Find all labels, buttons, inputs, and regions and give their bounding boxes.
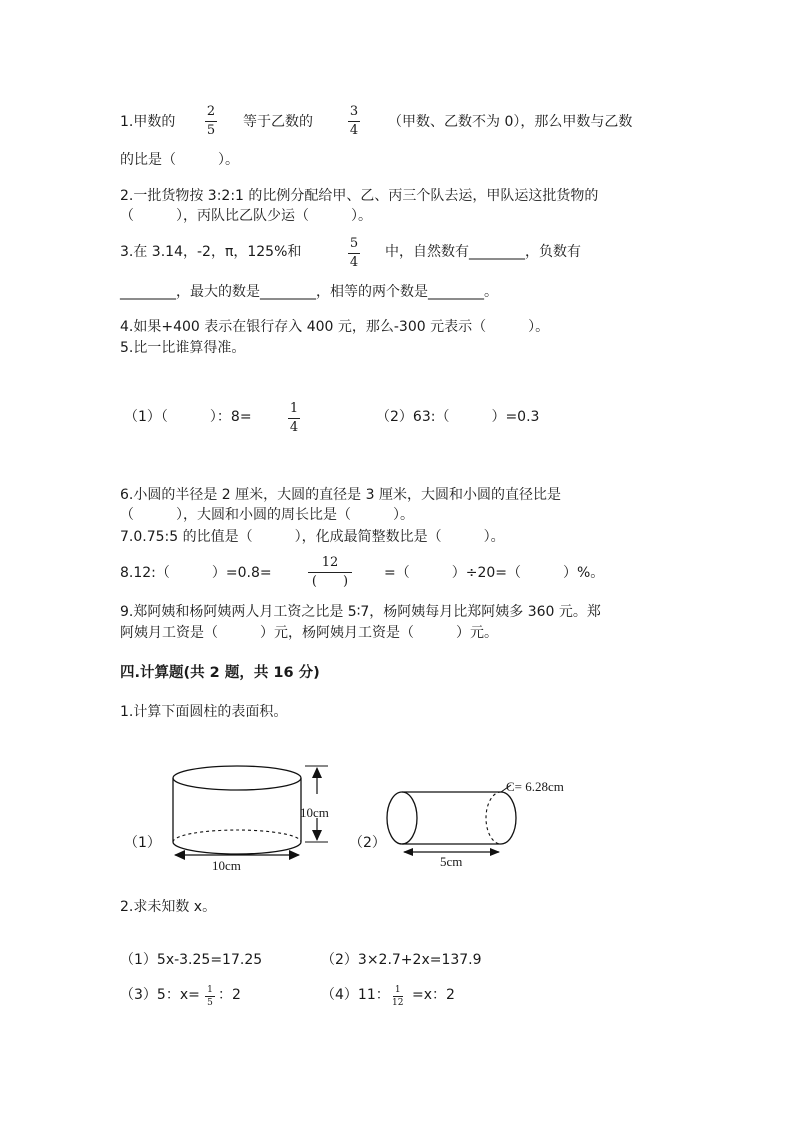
q8-prefix: 8.12:（ ）=0.8= — [120, 565, 272, 581]
q5-title: 5.比一比谁算得准。 — [120, 340, 246, 356]
figure-1-height-label: 10cm — [300, 805, 329, 820]
figure-1-diameter-label: 10cm — [212, 858, 241, 873]
calc-1-title: 1.计算下面圆柱的表面积。 — [120, 704, 288, 720]
q1-suffix: （甲数、乙数不为 0），那么甲数与乙数 — [388, 114, 633, 130]
q3-fraction-denominator: 4 — [349, 255, 359, 270]
equation-4-fraction — [392, 985, 403, 1008]
q1-prefix: 1.甲数的 — [120, 114, 176, 130]
q1-fraction-1-denominator: 5 — [206, 123, 216, 138]
q7-text: 7.0.75:5 的比值是（ ），化成最简整数比是（ ）。 — [120, 529, 505, 545]
q3-fraction-numerator: 5 — [349, 236, 359, 251]
figure-2-length-label: 5cm — [440, 854, 463, 869]
q5-fraction-denominator: 4 — [289, 420, 299, 435]
q2-line-1: 2.一批货物按 3:2:1 的比例分配给甲、乙、丙三个队去运，甲队运这批货物的 — [120, 188, 599, 204]
q3-suffix: 中，自然数有________，负数有 — [385, 244, 581, 260]
figure-2-label: （2） — [349, 835, 386, 851]
equation-3-fraction-numerator: 1 — [207, 985, 213, 995]
q3-line-2: ________，最大的数是________，相等的两个数是________。 — [120, 284, 498, 300]
figure-1-label: （1） — [124, 835, 161, 851]
figure-2-circumference-label: C= 6.28cm — [506, 779, 564, 794]
q8-fraction-numerator: 12 — [321, 555, 339, 570]
q8-fraction-denominator: ( ) — [311, 574, 349, 589]
equation-1: （1）5x-3.25=17.25 — [120, 952, 263, 968]
q2-line-2: （ ），丙队比乙队少运（ ）。 — [120, 208, 372, 224]
equation-4-fraction-denominator: 12 — [392, 998, 404, 1008]
equation-4-suffix: =x：2 — [412, 987, 455, 1003]
equation-3-prefix: （3）5：x= — [120, 987, 200, 1003]
q9-line-1: 9.郑阿姨和杨阿姨两人月工资之比是 5∶7，杨阿姨每月比郑阿姨多 360 元。郑 — [120, 604, 601, 620]
q5-fraction-numerator: 1 — [289, 401, 299, 416]
equation-2: （2）3×2.7+2x=137.9 — [321, 952, 482, 968]
q1-middle-text: 等于乙数的 — [243, 114, 313, 130]
q1-fraction-2 — [348, 104, 360, 139]
calc-2-title: 2.求未知数 x。 — [120, 899, 217, 915]
q6-line-2: （ ），大圆和小圆的周长比是（ ）。 — [120, 507, 414, 523]
q8-suffix: =（ ）÷20=（ ）%。 — [384, 565, 605, 581]
equation-4-fraction-numerator: 1 — [394, 985, 401, 995]
q3-fraction — [348, 236, 360, 271]
equation-3-fraction-denominator: 5 — [207, 998, 213, 1008]
q9-line-2: 阿姨月工资是（ ）元，杨阿姨月工资是（ ）元。 — [120, 625, 498, 641]
q5-part-1: （1）（ ）：8= — [124, 409, 252, 425]
q1-fraction-1 — [205, 104, 217, 139]
cylinder-figure-2 — [385, 776, 525, 860]
q1-line-2: 的比是（ ）。 — [120, 152, 239, 168]
q3-prefix: 3.在 3.14，-2，π，125%和 — [120, 244, 302, 260]
section-4-title: 四.计算题(共 2 题，共 16 分) — [120, 665, 320, 681]
q1-fraction-1-numerator: 2 — [206, 104, 216, 119]
q1-fraction-2-numerator: 3 — [349, 104, 359, 119]
equation-3-suffix: ：2 — [218, 987, 241, 1003]
q5-fraction — [288, 401, 300, 436]
q5-part-2: （2）63:（ ）=0.3 — [376, 409, 540, 425]
q8-fraction — [308, 555, 352, 590]
q1-fraction-2-denominator: 4 — [349, 123, 359, 138]
equation-4-prefix: （4）11： — [321, 987, 390, 1003]
equation-3-fraction — [205, 985, 215, 1008]
q4-text: 4.如果+400 表示在银行存入 400 元，那么-300 元表示（ ）。 — [120, 319, 550, 335]
q6-line-1: 6.小圆的半径是 2 厘米，大圆的直径是 3 厘米，大圆和小圆的直径比是 — [120, 487, 561, 503]
